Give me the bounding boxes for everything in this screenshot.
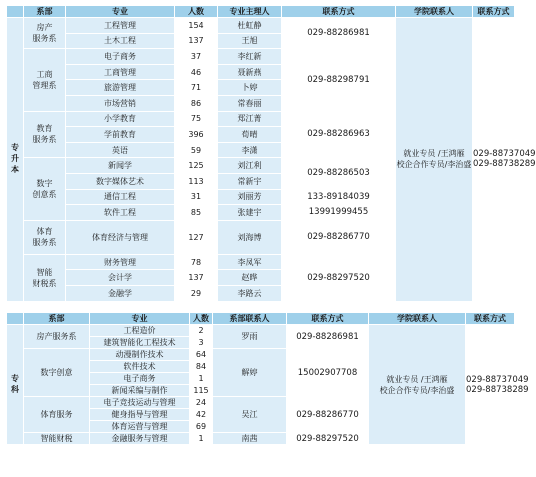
major-cell: 体育运营与管理 xyxy=(90,421,190,433)
dept-cell: 房产服务系 xyxy=(24,325,90,349)
contact-cell: 王旭 xyxy=(218,33,282,49)
header-college-contact: 学院联系人 xyxy=(369,313,466,325)
count-cell: 154 xyxy=(175,18,218,34)
major-cell: 软件技术 xyxy=(90,361,190,373)
dept-cell: 体育 服务系 xyxy=(24,220,66,254)
college-phone-cell: 029-88737049 029-88738289 xyxy=(466,325,515,445)
dept-cell: 数字 创意系 xyxy=(24,158,66,220)
phone-cell: 13991999455 xyxy=(282,205,396,221)
header-college-phone: 联系方式 xyxy=(473,6,515,18)
phone-cell: 029-88286770 xyxy=(287,397,369,433)
phone-cell: 029-88286981 xyxy=(282,18,396,49)
header-contact: 专业主理人 xyxy=(218,6,282,18)
phone-cell: 029-88286770 xyxy=(282,220,396,254)
count-cell: 75 xyxy=(175,111,218,127)
dept-cell: 工商 管理系 xyxy=(24,49,66,111)
count-cell: 37 xyxy=(175,49,218,65)
major-cell: 旅游管理 xyxy=(66,80,175,96)
header-dept: 系部 xyxy=(24,313,90,325)
contact-cell: 常新宇 xyxy=(218,173,282,189)
major-cell: 小学教育 xyxy=(66,111,175,127)
contact-cell: 聂新燕 xyxy=(218,64,282,80)
dept-cell: 智能财税 xyxy=(24,433,90,445)
count-cell: 113 xyxy=(175,173,218,189)
header-count: 人数 xyxy=(190,313,213,325)
header-phone: 联系方式 xyxy=(282,6,396,18)
table-header-row xyxy=(7,6,515,18)
major-cell: 新闻采编与制作 xyxy=(90,385,190,397)
count-cell: 24 xyxy=(190,397,213,409)
major-cell: 财务管理 xyxy=(66,254,175,270)
contact-cell: 李潇 xyxy=(218,142,282,158)
contact-cell: 刘江利 xyxy=(218,158,282,174)
major-cell: 金融服务与管理 xyxy=(90,433,190,445)
dept-cell: 体育服务 xyxy=(24,397,90,433)
header-major: 专业 xyxy=(90,313,190,325)
count-cell: 84 xyxy=(190,361,213,373)
count-cell: 59 xyxy=(175,142,218,158)
count-cell: 31 xyxy=(175,189,218,205)
header-count: 人数 xyxy=(175,6,218,18)
phone-cell: 133-89184039 xyxy=(282,189,396,205)
phone-cell: 029-88286981 xyxy=(287,325,369,349)
contact-cell: 赵晔 xyxy=(218,270,282,286)
major-cell: 健身指导与管理 xyxy=(90,409,190,421)
major-cell: 工商管理 xyxy=(66,64,175,80)
count-cell: 137 xyxy=(175,270,218,286)
phone-cell: 15002907708 xyxy=(287,349,369,397)
table-row xyxy=(7,325,515,337)
count-cell: 29 xyxy=(175,285,218,301)
major-cell: 市场营销 xyxy=(66,95,175,111)
major-cell: 软件工程 xyxy=(66,205,175,221)
section-label: 专 升 本 xyxy=(7,18,24,302)
major-cell: 会计学 xyxy=(66,270,175,286)
count-cell: 3 xyxy=(190,337,213,349)
contact-cell: 罗雨 xyxy=(213,325,287,349)
count-cell: 137 xyxy=(175,33,218,49)
college-contact-cell: 就业专员 /王鸿雁 校企合作专员/李治盛 xyxy=(369,325,466,445)
count-cell: 1 xyxy=(190,433,213,445)
count-cell: 78 xyxy=(175,254,218,270)
contact-cell: 李路云 xyxy=(218,285,282,301)
contact-cell: 刘海博 xyxy=(218,220,282,254)
diploma-table xyxy=(6,312,529,445)
count-cell: 127 xyxy=(175,220,218,254)
header-dept: 系部 xyxy=(24,6,66,18)
college-contact-cell: 就业专员 /王鸿雁 校企合作专员/李治盛 xyxy=(396,18,473,302)
count-cell: 125 xyxy=(175,158,218,174)
header-phone: 联系方式 xyxy=(287,313,369,325)
section-label: 专 科 xyxy=(7,325,24,445)
header-college-phone: 联系方式 xyxy=(466,313,515,325)
count-cell: 69 xyxy=(190,421,213,433)
phone-cell: 029-88297520 xyxy=(282,254,396,301)
major-cell: 学前教育 xyxy=(66,127,175,143)
college-phone-cell: 029-88737049 029-88738289 xyxy=(473,18,515,302)
phone-cell: 029-88286503 xyxy=(282,158,396,189)
count-cell: 46 xyxy=(175,64,218,80)
contact-cell: 卜婷 xyxy=(218,80,282,96)
dept-cell: 智能 财税系 xyxy=(24,254,66,301)
count-cell: 71 xyxy=(175,80,218,96)
contact-cell: 郑江菁 xyxy=(218,111,282,127)
dept-cell: 数字创意 xyxy=(24,349,90,397)
count-cell: 396 xyxy=(175,127,218,143)
major-cell: 金融学 xyxy=(66,285,175,301)
contact-cell: 李凤军 xyxy=(218,254,282,270)
major-cell: 动漫制作技术 xyxy=(90,349,190,361)
major-cell: 建筑智能化工程技术 xyxy=(90,337,190,349)
header-college-contact: 学院联系人 xyxy=(396,6,473,18)
major-cell: 工程管理 xyxy=(66,18,175,34)
contact-cell: 杜虹静 xyxy=(218,18,282,34)
contact-cell: 刘丽芳 xyxy=(218,189,282,205)
major-cell: 电子竞技运动与管理 xyxy=(90,397,190,409)
table-header-row xyxy=(7,313,515,325)
contact-cell: 张建宇 xyxy=(218,205,282,221)
table-row xyxy=(7,18,515,34)
contact-cell: 常春丽 xyxy=(218,95,282,111)
contact-cell: 荀晴 xyxy=(218,127,282,143)
contact-cell: 南茜 xyxy=(213,433,287,445)
major-cell: 工程造价 xyxy=(90,325,190,337)
header-major: 专业 xyxy=(66,6,175,18)
contact-cell: 吴江 xyxy=(213,397,287,433)
major-cell: 电子商务 xyxy=(90,373,190,385)
count-cell: 42 xyxy=(190,409,213,421)
header-corner xyxy=(7,6,24,18)
header-contact: 系部联系人 xyxy=(213,313,287,325)
dept-cell: 房产 服务系 xyxy=(24,18,66,49)
count-cell: 64 xyxy=(190,349,213,361)
major-cell: 英语 xyxy=(66,142,175,158)
count-cell: 1 xyxy=(190,373,213,385)
count-cell: 85 xyxy=(175,205,218,221)
major-cell: 电子商务 xyxy=(66,49,175,65)
count-cell: 86 xyxy=(175,95,218,111)
contact-cell: 解婷 xyxy=(213,349,287,397)
major-cell: 通信工程 xyxy=(66,189,175,205)
phone-cell: 029-88297520 xyxy=(287,433,369,445)
major-cell: 土木工程 xyxy=(66,33,175,49)
dept-cell: 教育 服务系 xyxy=(24,111,66,158)
major-cell: 数字媒体艺术 xyxy=(66,173,175,189)
count-cell: 115 xyxy=(190,385,213,397)
phone-cell: 029-88286963 xyxy=(282,111,396,158)
upgrade-table xyxy=(6,5,536,302)
contact-cell: 李红新 xyxy=(218,49,282,65)
phone-cell: 029-88298791 xyxy=(282,49,396,111)
count-cell: 2 xyxy=(190,325,213,337)
header-corner xyxy=(7,313,24,325)
major-cell: 体育经济与管理 xyxy=(66,220,175,254)
major-cell: 新闻学 xyxy=(66,158,175,174)
